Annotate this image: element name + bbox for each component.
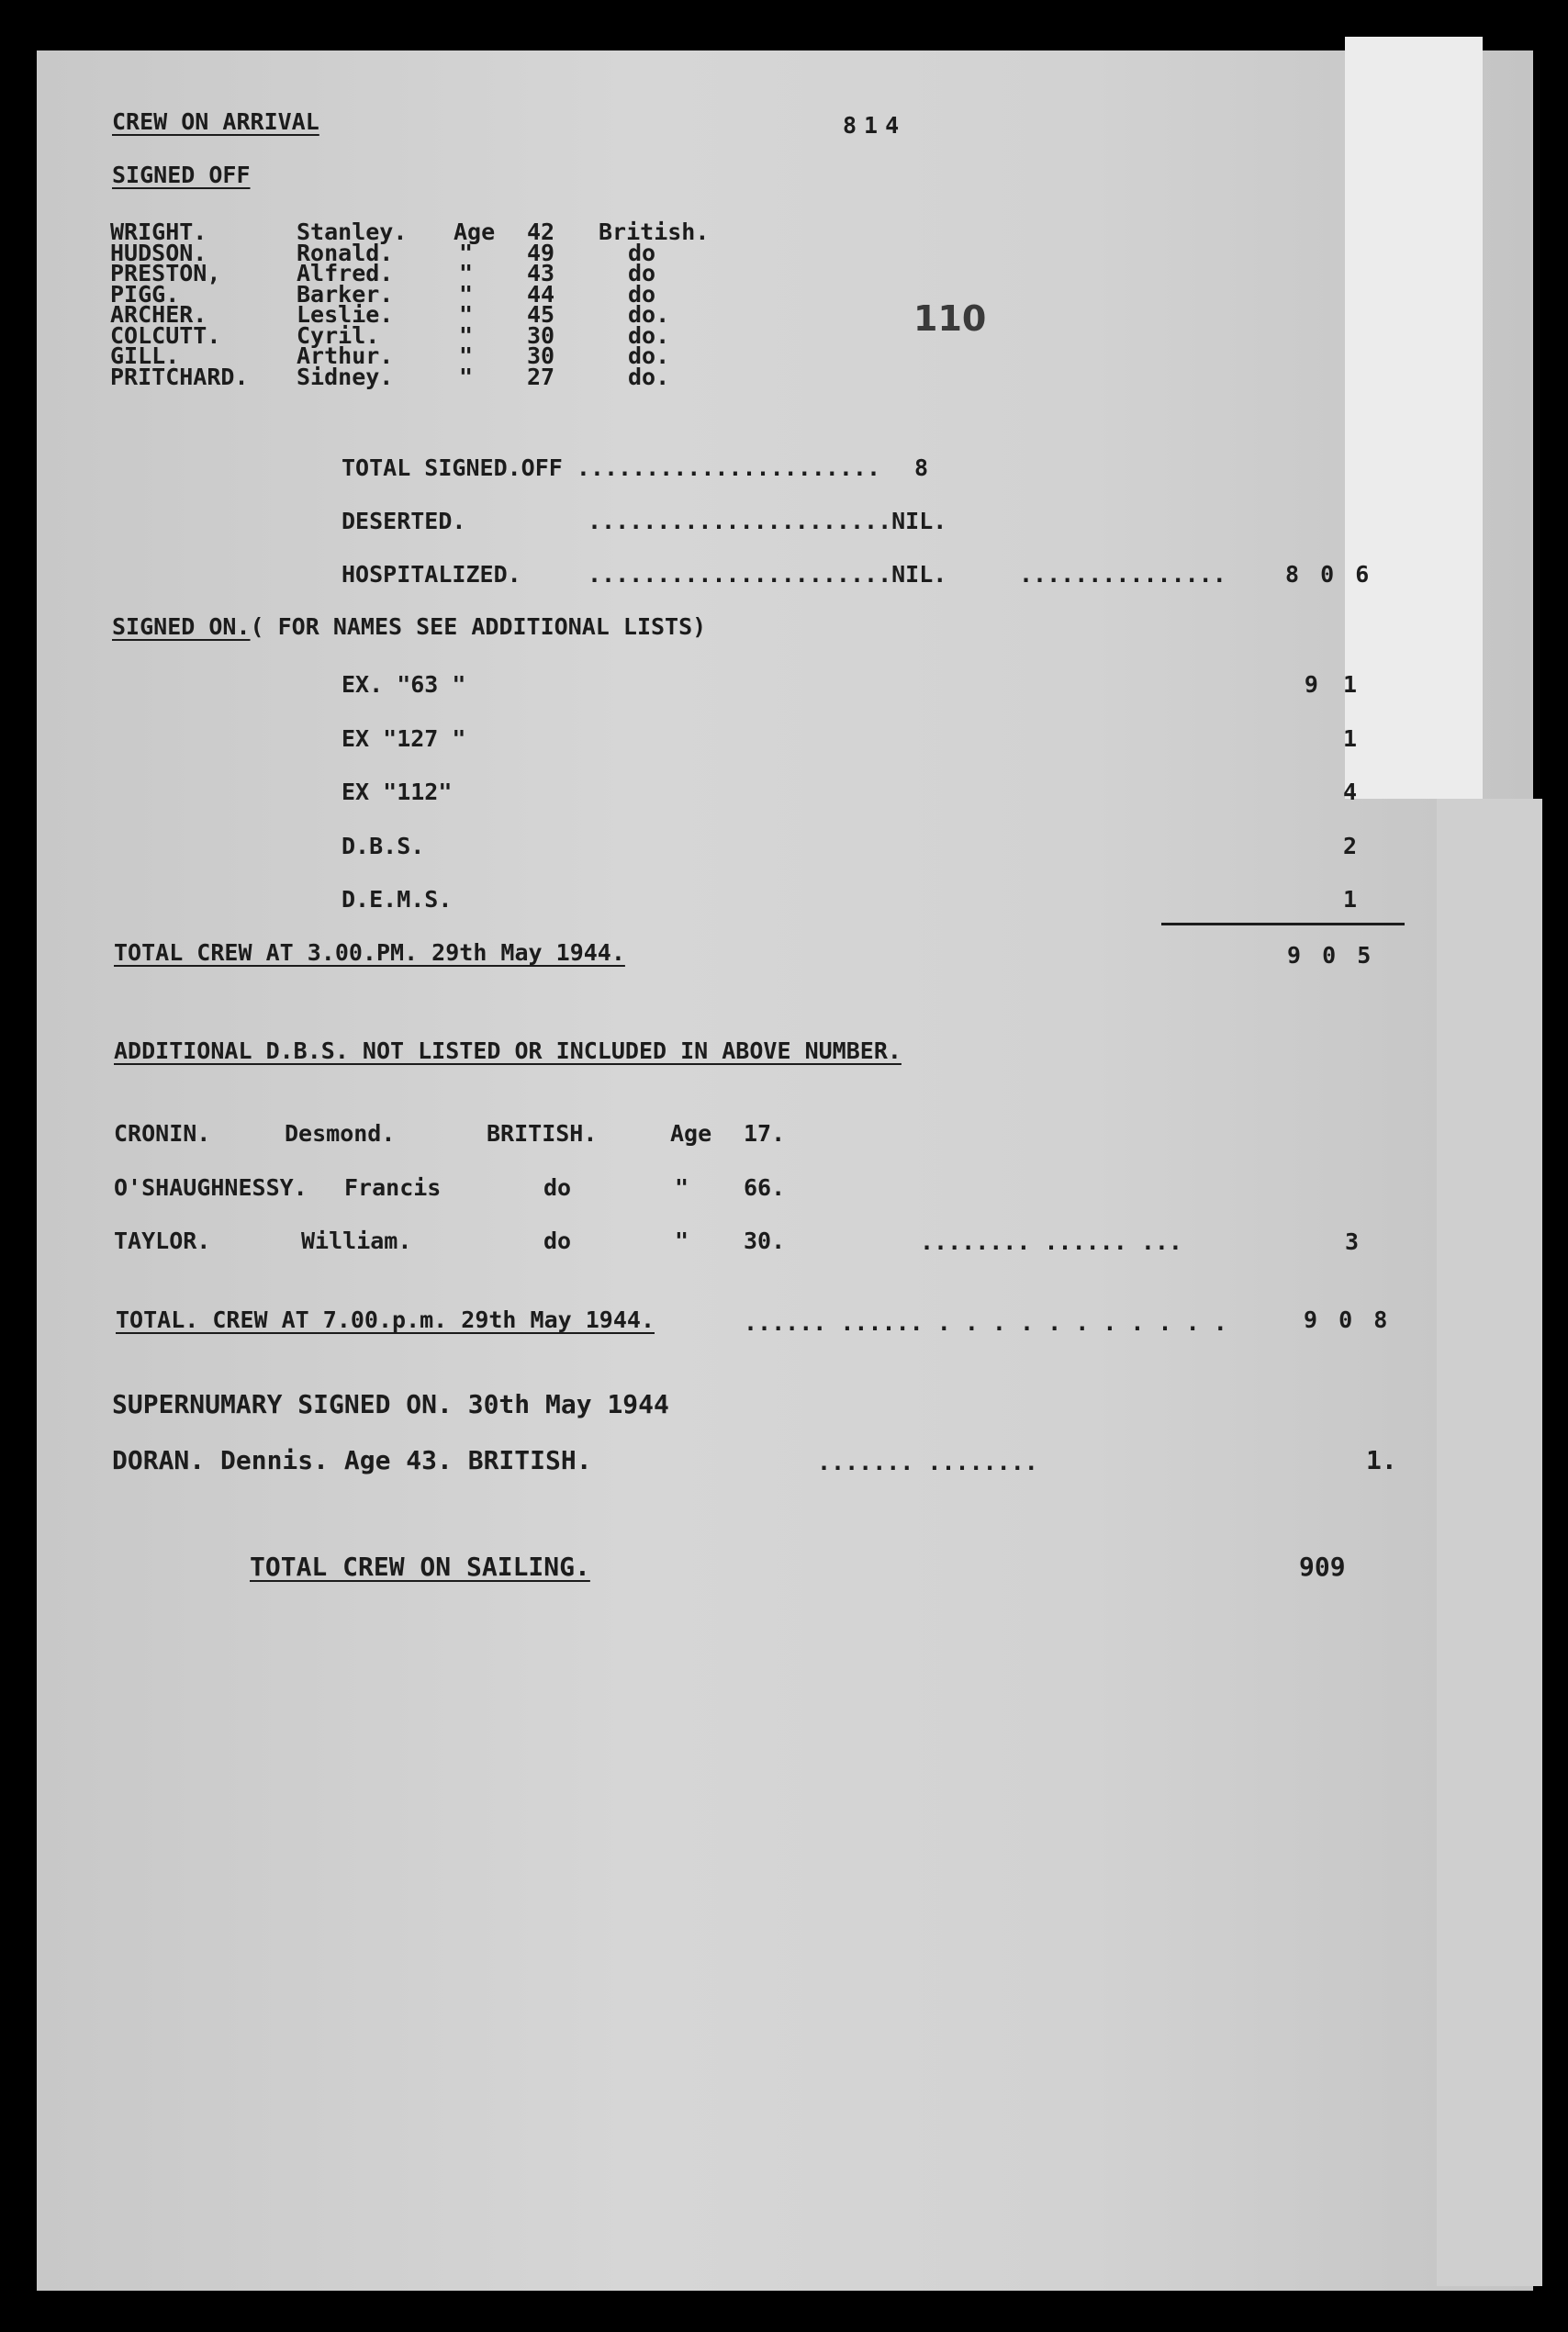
crew-age: 30 (527, 342, 555, 369)
supernumerary-value: 1. (1366, 1445, 1397, 1475)
total-crew-7pm-label: TOTAL. CREW AT 7.00.p.m. 29th May 1944. (116, 1306, 655, 1333)
total-crew-7pm-value: 9 0 8 (1304, 1306, 1392, 1333)
total-signed-off-value: 8 (914, 454, 929, 481)
crew-age-mark: Age (454, 219, 496, 245)
supernumerary-row: DORAN. Dennis. Age 43. BRITISH. (112, 1445, 592, 1475)
signed-on-count: 1 (1342, 886, 1362, 913)
signed-on-source: EX. "63 " (342, 671, 466, 698)
crew-on-arrival-title: CREW ON ARRIVAL (112, 108, 319, 135)
total-crew-sailing-label: TOTAL CREW ON SAILING. (250, 1552, 590, 1582)
crew-surname: ARCHER. (110, 301, 207, 328)
crew-age: 30 (527, 321, 555, 349)
crew-nationality: do. (628, 321, 670, 349)
crew-age-mark: " (459, 239, 474, 266)
crew-age: 42 (527, 219, 555, 245)
signed-on-label: SIGNED ON. (112, 613, 251, 640)
total-crew-sailing-value: 909 (1299, 1552, 1346, 1582)
additional-dbs-heading: ADDITIONAL D.B.S. NOT LISTED OR INCLUDED IN ABOVE NUMBER. (114, 1037, 902, 1064)
page-number: 814 (843, 112, 907, 139)
dbs-age-mark: " (675, 1173, 689, 1201)
paper-edge-lower (1437, 799, 1542, 2286)
hospitalized-label: HOSPITALIZED. (342, 561, 521, 588)
signed-on-source: D.B.S. (342, 832, 425, 859)
crew-surname: HUDSON. (110, 239, 207, 266)
crew-first-name: Barker. (297, 280, 394, 308)
supernumerary-dots: ....... ........ (817, 1449, 1038, 1475)
signed-on-source: EX "112" (342, 779, 453, 805)
crew-age-mark: " (459, 260, 474, 286)
dbs-surname: O'SHAUGHNESSY. (114, 1173, 308, 1201)
total-crew-3pm-label: TOTAL CREW AT 3.00.PM. 29th May 1944. (114, 939, 625, 966)
crew-surname: COLCUTT. (110, 321, 221, 349)
signed-on-note: ( FOR NAMES SEE ADDITIONAL LISTS) (250, 613, 707, 640)
crew-nationality: British. (599, 219, 710, 245)
signed-on-count: 4 (1342, 779, 1362, 805)
deserted-label: DESERTED. (342, 508, 466, 534)
dbs-age: 30. (744, 1228, 786, 1254)
signed-on-count: 1 (1342, 724, 1362, 752)
crew-age-mark: " (459, 363, 474, 390)
crew-first-name: Arthur. (297, 342, 394, 369)
crew-first-name: Sidney. (297, 363, 394, 390)
total-signed-off-label: TOTAL SIGNED.OFF ...................... (342, 454, 880, 481)
crew-first-name: Ronald. (297, 239, 394, 266)
signed-on-count: 2 (1342, 832, 1362, 859)
crew-first-name: Leslie. (297, 301, 394, 328)
dbs-first-name: Francis (344, 1173, 442, 1201)
total-crew-7pm-dots: ...... ...... . . . . . . . . . . . (744, 1309, 1227, 1336)
crew-first-name: Stanley. (297, 219, 408, 245)
crew-nationality: do. (628, 363, 670, 390)
crew-surname: PRITCHARD. (110, 363, 249, 390)
crew-nationality: do. (628, 342, 670, 369)
crew-surname: GILL. (110, 342, 180, 369)
crew-age: 43 (527, 260, 555, 286)
signed-on-count: 9 1 (1304, 671, 1362, 698)
dbs-age: 17. (744, 1120, 786, 1147)
crew-age: 45 (527, 301, 555, 328)
dbs-nationality: do (543, 1228, 572, 1254)
crew-age: 49 (527, 239, 555, 266)
total-crew-3pm-value: 9 0 5 (1287, 942, 1375, 969)
crew-nationality: do (628, 260, 656, 286)
signed-on-heading (112, 615, 706, 638)
crew-surname: PRESTON, (110, 260, 221, 286)
crew-first-name: Alfred. (297, 260, 394, 286)
crew-first-name: Cyril. (297, 321, 380, 349)
dbs-age-mark: " (675, 1228, 689, 1254)
dbs-age-mark: Age (670, 1120, 712, 1147)
crew-nationality: do (628, 239, 656, 266)
crew-surname: PIGG. (110, 280, 180, 308)
deserted-value: ......................NIL. (588, 508, 947, 534)
additional-dots: ........ ...... ... (920, 1228, 1182, 1255)
hospitalized-value: ......................NIL. (588, 561, 947, 588)
dbs-nationality: BRITISH. (487, 1120, 598, 1147)
supernumerary-heading: SUPERNUMARY SIGNED ON. 30th May 1944 (112, 1389, 669, 1419)
dbs-first-name: Desmond. (285, 1120, 396, 1147)
crew-age-mark: " (459, 342, 474, 369)
document-page (37, 50, 1533, 2291)
additional-count: 3 (1345, 1228, 1360, 1255)
signed-off-heading: SIGNED OFF (112, 162, 251, 188)
dbs-surname: CRONIN. (114, 1120, 211, 1147)
dbs-first-name: William. (301, 1228, 412, 1254)
sum-rule (1161, 923, 1405, 925)
crew-age-mark: " (459, 280, 474, 308)
subtotal-value: 8 0 6 (1285, 561, 1373, 588)
crew-surname: WRIGHT. (110, 219, 207, 245)
dbs-nationality: do (543, 1173, 572, 1201)
crew-age: 27 (527, 363, 555, 390)
crew-nationality: do. (628, 301, 670, 328)
dbs-surname: TAYLOR. (114, 1228, 211, 1254)
subtotal-dots: ............... (1019, 561, 1226, 588)
stamp-number: 110 (913, 298, 987, 339)
signed-on-source: EX "127 " (342, 724, 466, 752)
paper-edge (1342, 37, 1483, 799)
crew-nationality: do (628, 280, 656, 308)
crew-age: 44 (527, 280, 555, 308)
crew-age-mark: " (459, 321, 474, 349)
dbs-age: 66. (744, 1173, 786, 1201)
signed-on-source: D.E.M.S. (342, 886, 453, 913)
crew-age-mark: " (459, 301, 474, 328)
